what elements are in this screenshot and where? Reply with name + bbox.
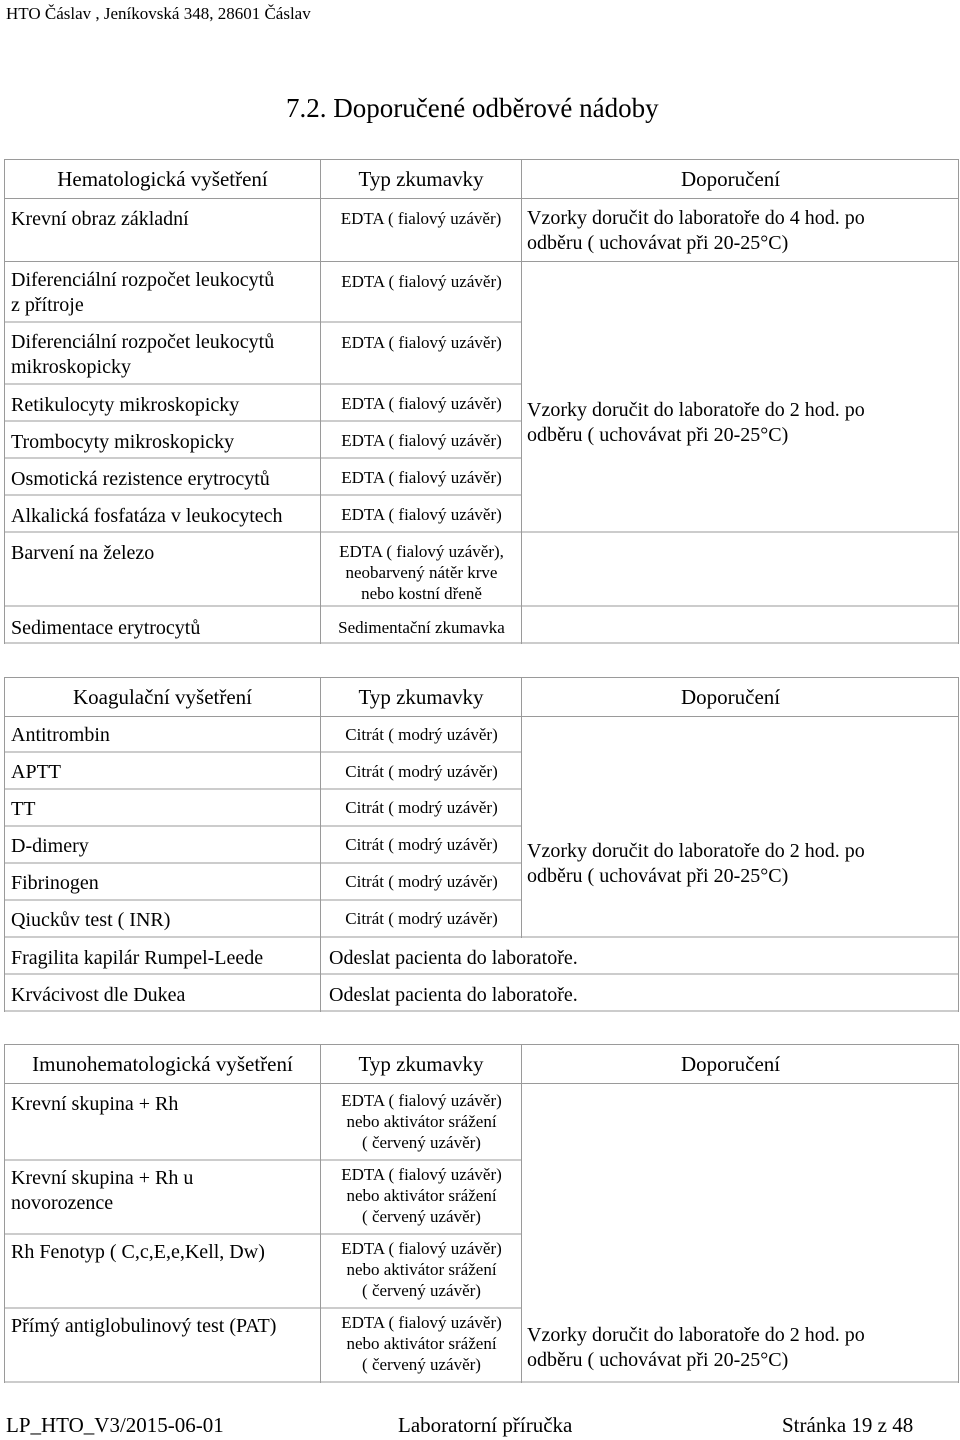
- instruction: Odeslat pacienta do laboratoře.: [329, 984, 578, 1006]
- test-name: Krevní skupina + Rh: [11, 1093, 179, 1115]
- recommendation: Vzorky doručit do laboratoře do 2 hod. po: [527, 1324, 865, 1346]
- tube-type-cont: nebo aktivátor srážení: [346, 1260, 497, 1279]
- tube-type-cont: ( červený uzávěr): [362, 1281, 481, 1300]
- tube-type-cont: nebo aktivátor srážení: [346, 1112, 497, 1131]
- tube-type-cont: ( červený uzávěr): [362, 1133, 481, 1152]
- tube-type: EDTA ( fialový uzávěr): [341, 505, 502, 524]
- footer-doc-id: LP_HTO_V3/2015-06-01: [6, 1413, 224, 1437]
- column-header: Hematologická vyšetření: [57, 167, 268, 191]
- tube-type: Citrát ( modrý uzávěr): [345, 798, 498, 817]
- footer-page-number: Stránka 19 z 48: [782, 1413, 914, 1437]
- tube-type: EDTA ( fialový uzávěr): [341, 1165, 502, 1184]
- tube-type: EDTA ( fialový uzávěr): [341, 272, 502, 291]
- tube-type: EDTA ( fialový uzávěr): [341, 1313, 502, 1332]
- column-header: Doporučení: [681, 1052, 781, 1076]
- tube-type: EDTA ( fialový uzávěr): [341, 1239, 502, 1258]
- column-header: Typ zkumavky: [358, 1052, 484, 1076]
- column-header: Typ zkumavky: [358, 167, 484, 191]
- test-name: Diferenciální rozpočet leukocytů: [11, 331, 275, 353]
- test-name-cont: novorozence: [11, 1192, 114, 1214]
- recommendation: odběru ( uchovávat při 20-25°C): [527, 1349, 789, 1371]
- test-name: Antitrombin: [11, 724, 110, 746]
- table-header-row: [5, 1045, 959, 1084]
- test-name: APTT: [11, 761, 61, 783]
- tube-type-cont: nebo aktivátor srážení: [346, 1334, 497, 1353]
- tube-type-cont: neobarvený nátěr krve: [345, 563, 498, 582]
- test-name: Diferenciální rozpočet leukocytů: [11, 269, 275, 291]
- column-header: Koagulační vyšetření: [72, 685, 253, 709]
- tube-type: Citrát ( modrý uzávěr): [345, 909, 498, 928]
- test-name: Alkalická fosfatáza v leukocytech: [11, 505, 283, 527]
- column-header: Doporučení: [681, 167, 781, 191]
- table-header-row: [5, 678, 959, 717]
- test-name: Rh Fenotyp ( C,c,E,e,Kell, Dw): [11, 1241, 265, 1263]
- test-name: Přímý antiglobulinový test (PAT): [11, 1315, 277, 1337]
- table-body: [5, 1084, 959, 1383]
- test-name: Trombocyty mikroskopicky: [11, 431, 235, 453]
- test-name: Krevní obraz základní: [11, 208, 189, 230]
- tube-type: Citrát ( modrý uzávěr): [345, 872, 498, 891]
- immunohematology-table: [4, 1044, 959, 1383]
- tube-type: Sedimentační zkumavka: [338, 618, 505, 637]
- page-header: HTO Čáslav , Jeníkovská 348, 28601 Čáslav: [6, 4, 311, 23]
- recommendation: Vzorky doručit do laboratoře do 2 hod. po: [527, 399, 865, 421]
- tube-type-cont: nebo kostní dřeně: [361, 584, 482, 603]
- column-header: Doporučení: [681, 685, 781, 709]
- test-name: Qiuckův test ( INR): [11, 909, 171, 931]
- test-name: Krevní skupina + Rh u: [11, 1167, 194, 1189]
- tube-type: Citrát ( modrý uzávěr): [345, 835, 498, 854]
- test-name: D-dimery: [11, 835, 89, 857]
- test-name: Sedimentace erytrocytů: [11, 617, 201, 639]
- recommendation: Vzorky doručit do laboratoře do 4 hod. po: [527, 207, 865, 229]
- tube-type: Citrát ( modrý uzávěr): [345, 725, 498, 744]
- recommendation: Vzorky doručit do laboratoře do 2 hod. po: [527, 840, 865, 862]
- tube-type: EDTA ( fialový uzávěr): [341, 431, 502, 450]
- column-header: Imunohematologická vyšetření: [32, 1052, 293, 1076]
- recommendation: odběru ( uchovávat při 20-25°C): [527, 232, 789, 254]
- test-name: Barvení na železo: [11, 542, 155, 564]
- recommendation: odběru ( uchovávat při 20-25°C): [527, 865, 789, 887]
- section-title: 7.2. Doporučené odběrové nádoby: [286, 93, 659, 123]
- test-name: TT: [11, 798, 36, 820]
- tube-type: Citrát ( modrý uzávěr): [345, 762, 498, 781]
- test-name-cont: z přítroje: [11, 294, 84, 316]
- table-body: [5, 717, 959, 1012]
- recommendation: odběru ( uchovávat při 20-25°C): [527, 424, 789, 446]
- test-name: Fragilita kapilár Rumpel-Leede: [11, 947, 264, 969]
- tube-type: EDTA ( fialový uzávěr): [340, 209, 502, 228]
- test-name-cont: mikroskopicky: [11, 356, 131, 378]
- column-header: Typ zkumavky: [358, 685, 484, 709]
- tube-type-cont: ( červený uzávěr): [362, 1355, 481, 1374]
- tube-type: EDTA ( fialový uzávěr): [341, 394, 502, 413]
- coagulation-table: [4, 677, 959, 1012]
- test-name: Krvácivost dle Dukea: [11, 984, 186, 1006]
- tube-type-cont: ( červený uzávěr): [362, 1207, 481, 1226]
- test-name: Osmotická rezistence erytrocytů: [11, 468, 270, 490]
- instruction: Odeslat pacienta do laboratoře.: [329, 947, 578, 969]
- test-name: Fibrinogen: [11, 872, 99, 894]
- tube-type: EDTA ( fialový uzávěr): [341, 333, 502, 352]
- tube-type: EDTA ( fialový uzávěr): [341, 468, 502, 487]
- test-name: Retikulocyty mikroskopicky: [11, 394, 240, 416]
- tube-type: EDTA ( fialový uzávěr): [341, 1091, 502, 1110]
- tube-type-cont: nebo aktivátor srážení: [346, 1186, 497, 1205]
- tube-type: EDTA ( fialový uzávěr),: [339, 542, 504, 561]
- footer-title: Laboratorní příručka: [398, 1413, 573, 1437]
